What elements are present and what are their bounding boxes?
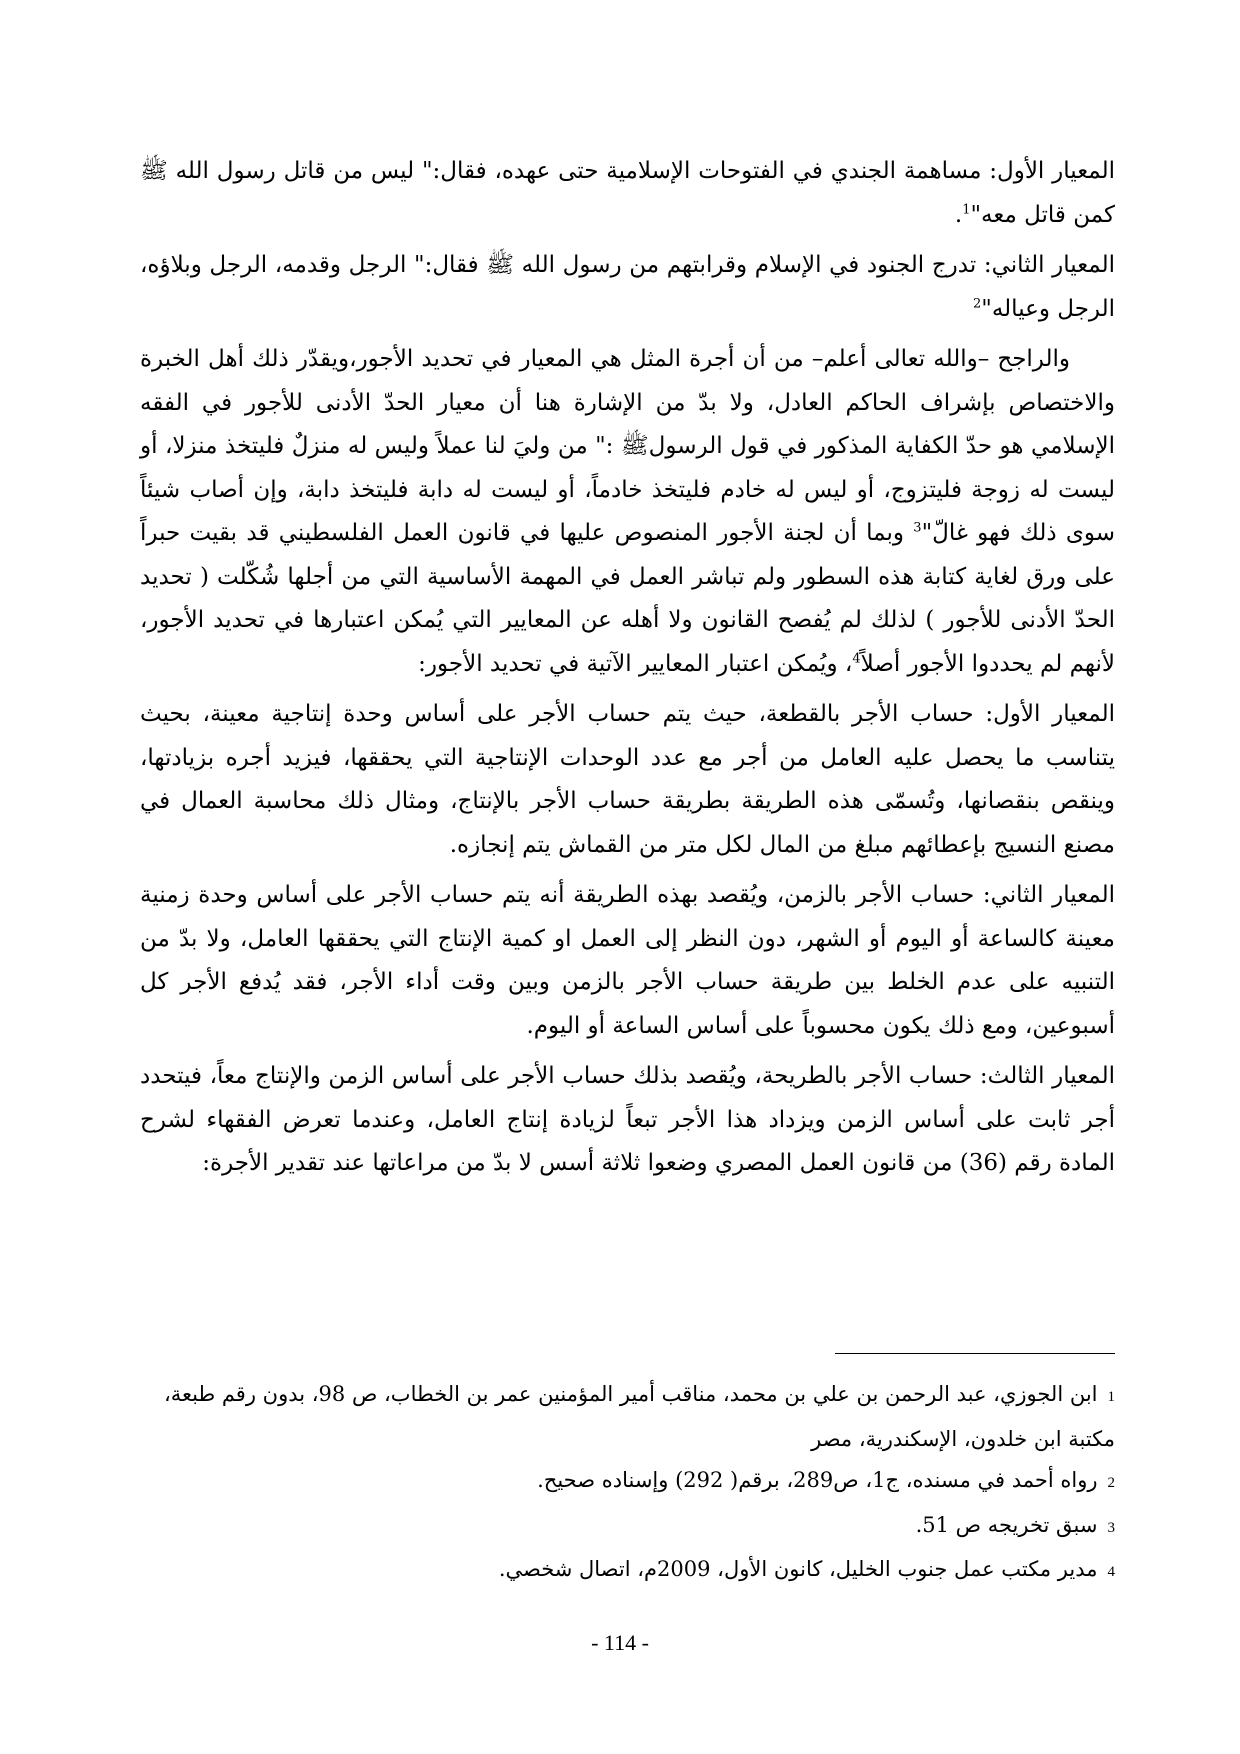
paragraph-text: المعيار الأول: حساب الأجر بالقطعة، حيث يتم حساب الأجر على أساس وحدة إنتاجية معينة، بحيث يتناسب ما يحصل عليه العامل من أجر مع عدد الوحدات الإنتاجية التي يحققها، فيزيد أجره بزيادتها، وينقص بنقصانها، وتُسمّى هذه الطريقة بطريقة حساب الأجر بالإنتاج، ومثال ذلك محاسبة العمال في مصنع النسيج بإعطائهم مبلغ من المال لكل متر من القماش يتم إنجازه. bbox=[140, 701, 1115, 858]
paragraph-combined-rate bbox=[140, 1055, 1115, 1186]
paragraph-text-continued: وبما أن لجنة الأجور المنصوص عليها في قانون العمل الفلسطيني قد بقيت حبراً على ورق لغاية كتابة هذه السطور ولم تباشر العمل في المهمة الأساسية التي من أجلها شُكّلت ( تحديد الحدّ الأدنى للأجور ) لذلك لم يُفصح القانون ولا أهله عن المعايير التي يُمكن اعتبارها في تحديد الأجور، لأنهم لم يحددوا الأجور أصلاً bbox=[140, 520, 1115, 677]
paragraph-time-rate bbox=[140, 874, 1115, 1048]
paragraph-preferred-opinion bbox=[140, 338, 1115, 686]
paragraph-piece-rate bbox=[140, 693, 1115, 867]
paragraph-text: المعيار الثاني: حساب الأجر بالزمن، ويُقصد بهذه الطريقة أنه يتم حساب الأجر على أساس وحدة زمنية معينة كالساعة أو اليوم أو الشهر، دون النظر إلى العمل او كمية الإنتاج التي يحققها العامل، ولا بدّ من التنبيه على عدم الخلط بين طريقة حساب الأجر بالزمن وبين وقت أداء الأجر، فقد يُدفع الأجر كل أسبوعين، ومع ذلك يكون محسوباً على أساس الساعة أو اليوم. bbox=[140, 882, 1115, 1039]
footnote-ref-2: 2 bbox=[972, 295, 982, 311]
footnote-1 bbox=[140, 1374, 1115, 1460]
paragraph-tail: . bbox=[954, 201, 963, 228]
paragraph-text: والراجح –والله تعالى أعلم– من أن أجرة المثل هي المعيار في تحديد الأجور،ويقدّر ذلك أهل الخبرة والاختصاص بإشراف الحاكم العادل، ولا بدّ من الإشارة هنا أن معيار الحدّ الأدنى للأجور في الفقه الإسلامي هو حدّ الكفاية المذكور في قول الرسولﷺ :" من وليَ لنا عملاً وليس له منزلٌ فليتخذ منزلا، أو ليست له زوجة فليتزوج، أو ليس له خادم فليتخذ خادماً، أو ليست له دابة فليتخذ دابة، وإن أصاب شيئاً سوى ذلك فهو غالّ" bbox=[140, 346, 1116, 546]
footnote-4 bbox=[140, 1549, 1115, 1594]
paragraph-criterion-1 bbox=[140, 150, 1115, 237]
footnote-ref-3: 3 bbox=[913, 520, 922, 536]
paragraph-text: المعيار الأول: مساهمة الجندي في الفتوحات الإسلامية حتى عهده، فقال:" ليس من قاتل رسول الله ﷺ كمن قاتل معه" bbox=[140, 158, 1115, 228]
footnotes bbox=[140, 1374, 1115, 1594]
footnote-text: مدير مكتب عمل جنوب الخليل، كانون الأول، 2009م، اتصال شخصي. bbox=[498, 1557, 1098, 1581]
paragraph-text: المعيار الثالث: حساب الأجر بالطريحة، ويُقصد بذلك حساب الأجر على أساس الزمن والإنتاج معاً، فيتحدد أجر ثابت على أساس الزمن ويزداد هذا الأجر تبعاً لزيادة إنتاج العامل، وعندما تعرض الفقهاء لشرح المادة رقم (36) من قانون العمل المصري وضعوا ثلاثة أسس لا بدّ من مراعاتها عند تقدير الأجرة: bbox=[140, 1063, 1115, 1176]
footnote-ref-4: 4 bbox=[852, 650, 861, 666]
paragraph-text-end: ، ويُمكن اعتبار المعايير الآتية في تحديد الأجور: bbox=[418, 650, 853, 677]
paragraph-text: المعيار الثاني: تدرج الجنود في الإسلام وقرابتهم من رسول الله ﷺ فقال:" الرجل وقدمه، الرجل وبلاؤه، الرجل وعياله" bbox=[140, 252, 1115, 322]
page-number: - 114 - bbox=[591, 1630, 649, 1655]
footnote-ref-1: 1 bbox=[962, 201, 971, 217]
footnote-text: ابن الجوزي، عبد الرحمن بن علي بن محمد، مناقب أمير المؤمنين عمر بن الخطاب، ص 98، بدون رقم طبعة، مكتبة ابن خلدون، الإسكندرية، مصر bbox=[163, 1382, 1115, 1451]
paragraph-criterion-2 bbox=[140, 244, 1115, 331]
footnote-separator bbox=[835, 1353, 1115, 1354]
footnote-text: سبق تخريجه ص 51. bbox=[915, 1512, 1098, 1537]
footnote-number: 4 bbox=[1107, 1564, 1115, 1580]
footnote-2 bbox=[140, 1460, 1115, 1505]
footnote-number: 3 bbox=[1107, 1519, 1115, 1536]
footnote-3 bbox=[140, 1505, 1115, 1550]
footnote-number: 1 bbox=[1107, 1389, 1115, 1405]
footnote-text: رواه أحمد في مسنده، ج1، ص289، برقم( 292) وإسناده صحيح. bbox=[537, 1468, 1098, 1492]
body-text bbox=[140, 150, 1115, 1193]
footnote-number: 2 bbox=[1107, 1475, 1115, 1491]
